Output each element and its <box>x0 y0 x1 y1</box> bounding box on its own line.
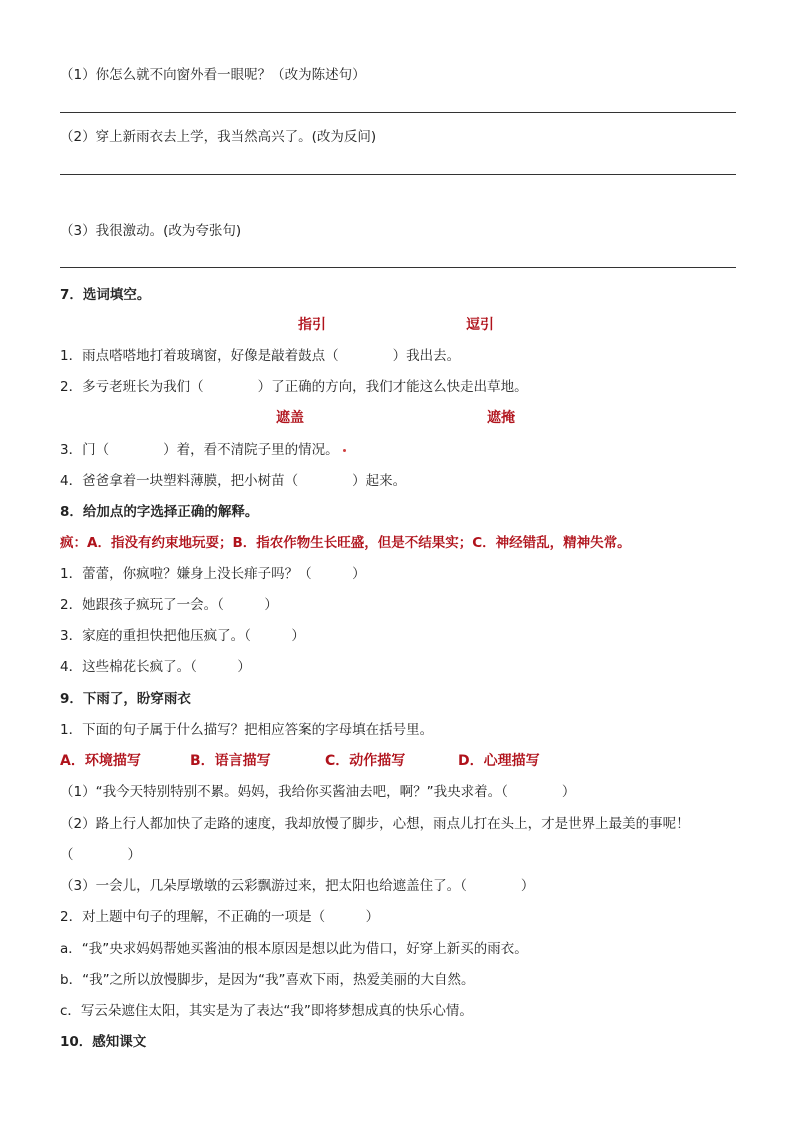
sentence-3: （3）一会儿，几朵厚墩墩的云彩飘游过来，把太阳也给遮盖住了。（ ） <box>60 878 535 894</box>
fill-item-1: 1．雨点嗒嗒地打着玻璃窗，好像是敲着鼓点（ ）我出去。 <box>60 348 461 364</box>
sense-item-4: 4．这些棉花长疯了。（ ） <box>60 659 251 675</box>
section-7-title: 7．选词填空。 <box>60 287 151 303</box>
definition-options: 疯：A．指没有约束地玩耍；B．指农作物生长旺盛，但是不结果实；C．神经错乱，精神失常。 <box>60 535 631 551</box>
question-9-1: 1．下面的句子属于什么描写？把相应答案的字母填在括号里。 <box>60 722 434 738</box>
option-a: A．环境描写 <box>60 753 141 769</box>
section-9-title: 9．下雨了，盼穿雨衣 <box>60 691 191 707</box>
choice-c: c．写云朵遮住太阳，其实是为了表达“我”即将梦想成真的快乐心情。 <box>60 1003 473 1019</box>
choice-a: a．“我”央求妈妈帮她买酱油的根本原因是想以此为借口，好穿上新买的雨衣。 <box>60 941 528 957</box>
sense-item-3: 3．家庭的重担快把他压疯了。（ ） <box>60 628 305 644</box>
choice-b: b．“我”之所以放慢脚步，是因为“我”喜欢下雨，热爱美丽的大自然。 <box>60 972 475 988</box>
section-10-title: 10．感知课文 <box>60 1034 147 1050</box>
fill-item-3 <box>60 441 346 459</box>
sentence-2: （2）路上行人都加快了走路的速度，我却放慢了脚步，心想，雨点儿打在头上，才是世界上最美的事呢！ <box>60 816 690 832</box>
rewrite-question-2: （2）穿上新雨衣去上学，我当然高兴了。(改为反问) <box>60 129 377 145</box>
rewrite-question-1: （1）你怎么就不向窗外看一眼呢？（改为陈述句） <box>60 67 366 83</box>
answer-line-2 <box>60 174 736 175</box>
answer-line-1 <box>60 112 736 113</box>
sentence-1: （1）“我今天特别特别不累。妈妈，我给你买酱油去吧，啊？”我央求着。（ ） <box>60 784 576 800</box>
word-choice-zhiyin: 指引 <box>298 317 326 333</box>
word-choice-zhegai: 遮盖 <box>276 410 304 426</box>
stray-mark <box>343 449 346 452</box>
option-b: B．语言描写 <box>190 753 271 769</box>
rewrite-question-3: （3）我很激动。(改为夸张句) <box>60 223 242 239</box>
fill-item-2: 2．多亏老班长为我们（ ）了正确的方向，我们才能这么快走出草地。 <box>60 379 528 395</box>
word-choice-zheyan: 遮掩 <box>487 410 515 426</box>
answer-line-3 <box>60 267 736 268</box>
section-8-title: 8．给加点的字选择正确的解释。 <box>60 504 259 520</box>
fill-item-4: 4．爸爸拿着一块塑料薄膜，把小树苗（ ）起来。 <box>60 473 407 489</box>
word-choice-douyin: 逗引 <box>466 317 494 333</box>
question-9-2: 2．对上题中句子的理解，不正确的一项是（ ） <box>60 909 380 925</box>
sentence-2-blank: （ ） <box>60 847 141 863</box>
sense-item-1: 1．蕾蕾，你疯啦？嫌身上没长痱子吗？（ ） <box>60 566 366 582</box>
option-c: C．动作描写 <box>325 753 406 769</box>
sense-item-2: 2．她跟孩子疯玩了一会。（ ） <box>60 597 278 613</box>
fill-item-3-text: 3．门（ ）着，看不清院子里的情况。 <box>60 442 339 458</box>
option-d: D．心理描写 <box>458 753 540 769</box>
